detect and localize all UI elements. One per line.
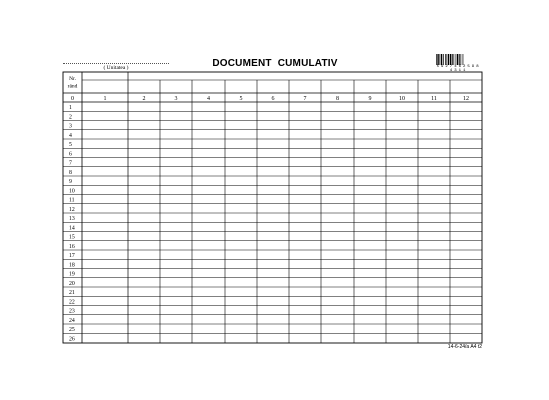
row-number: 19: [69, 271, 75, 278]
row-number: 16: [69, 243, 75, 250]
column-number: 1: [103, 96, 107, 102]
unit-label: ( Unitatea ): [103, 65, 129, 71]
row-number: 14: [69, 225, 75, 232]
row-number: 3: [69, 123, 72, 130]
column-number: 7: [303, 96, 307, 102]
row-number: 1: [69, 105, 72, 112]
row-number: 12: [69, 206, 75, 213]
row-number: 26: [69, 336, 75, 343]
column-number: 6: [271, 96, 275, 102]
row-number: 7: [69, 160, 72, 167]
row-header-label: rând: [67, 83, 78, 90]
row-number: 20: [69, 280, 75, 287]
row-header-label: Nr.: [69, 76, 76, 82]
row-number: 9: [69, 179, 72, 186]
column-number: 2: [142, 96, 146, 102]
row-number: 13: [69, 216, 75, 223]
row-number: 25: [69, 327, 75, 334]
document-title: DOCUMENT CUMULATIV: [212, 58, 338, 69]
column-number: 5: [239, 96, 243, 102]
row-number: 6: [69, 151, 72, 158]
row-number: 15: [69, 234, 75, 241]
column-number: 9: [368, 96, 372, 102]
column-number: 0: [71, 96, 74, 102]
row-number: 24: [69, 317, 75, 324]
row-number: 5: [69, 142, 72, 149]
row-number: 22: [69, 299, 75, 306]
column-number: 4: [207, 96, 210, 102]
column-number: 11: [431, 96, 437, 102]
row-number: 10: [69, 188, 75, 195]
row-number: 2: [69, 114, 72, 121]
row-number: 4: [69, 132, 72, 139]
row-number: 17: [69, 253, 75, 260]
row-number: 23: [69, 308, 75, 315]
row-number: 11: [69, 197, 75, 204]
column-number: 8: [336, 96, 339, 102]
form-code: 14-6-24/a A4 t2: [447, 344, 482, 350]
row-number: 21: [69, 290, 75, 297]
table-frame: [63, 72, 482, 343]
row-number: 8: [69, 169, 72, 176]
column-number: 12: [463, 96, 469, 102]
column-number: 10: [399, 96, 405, 102]
column-number: 3: [174, 96, 178, 102]
row-number: 18: [69, 262, 75, 269]
barcode-text: 5 9 2 7 4 6 2 5 9 8 4 3 1 1: [436, 65, 479, 73]
